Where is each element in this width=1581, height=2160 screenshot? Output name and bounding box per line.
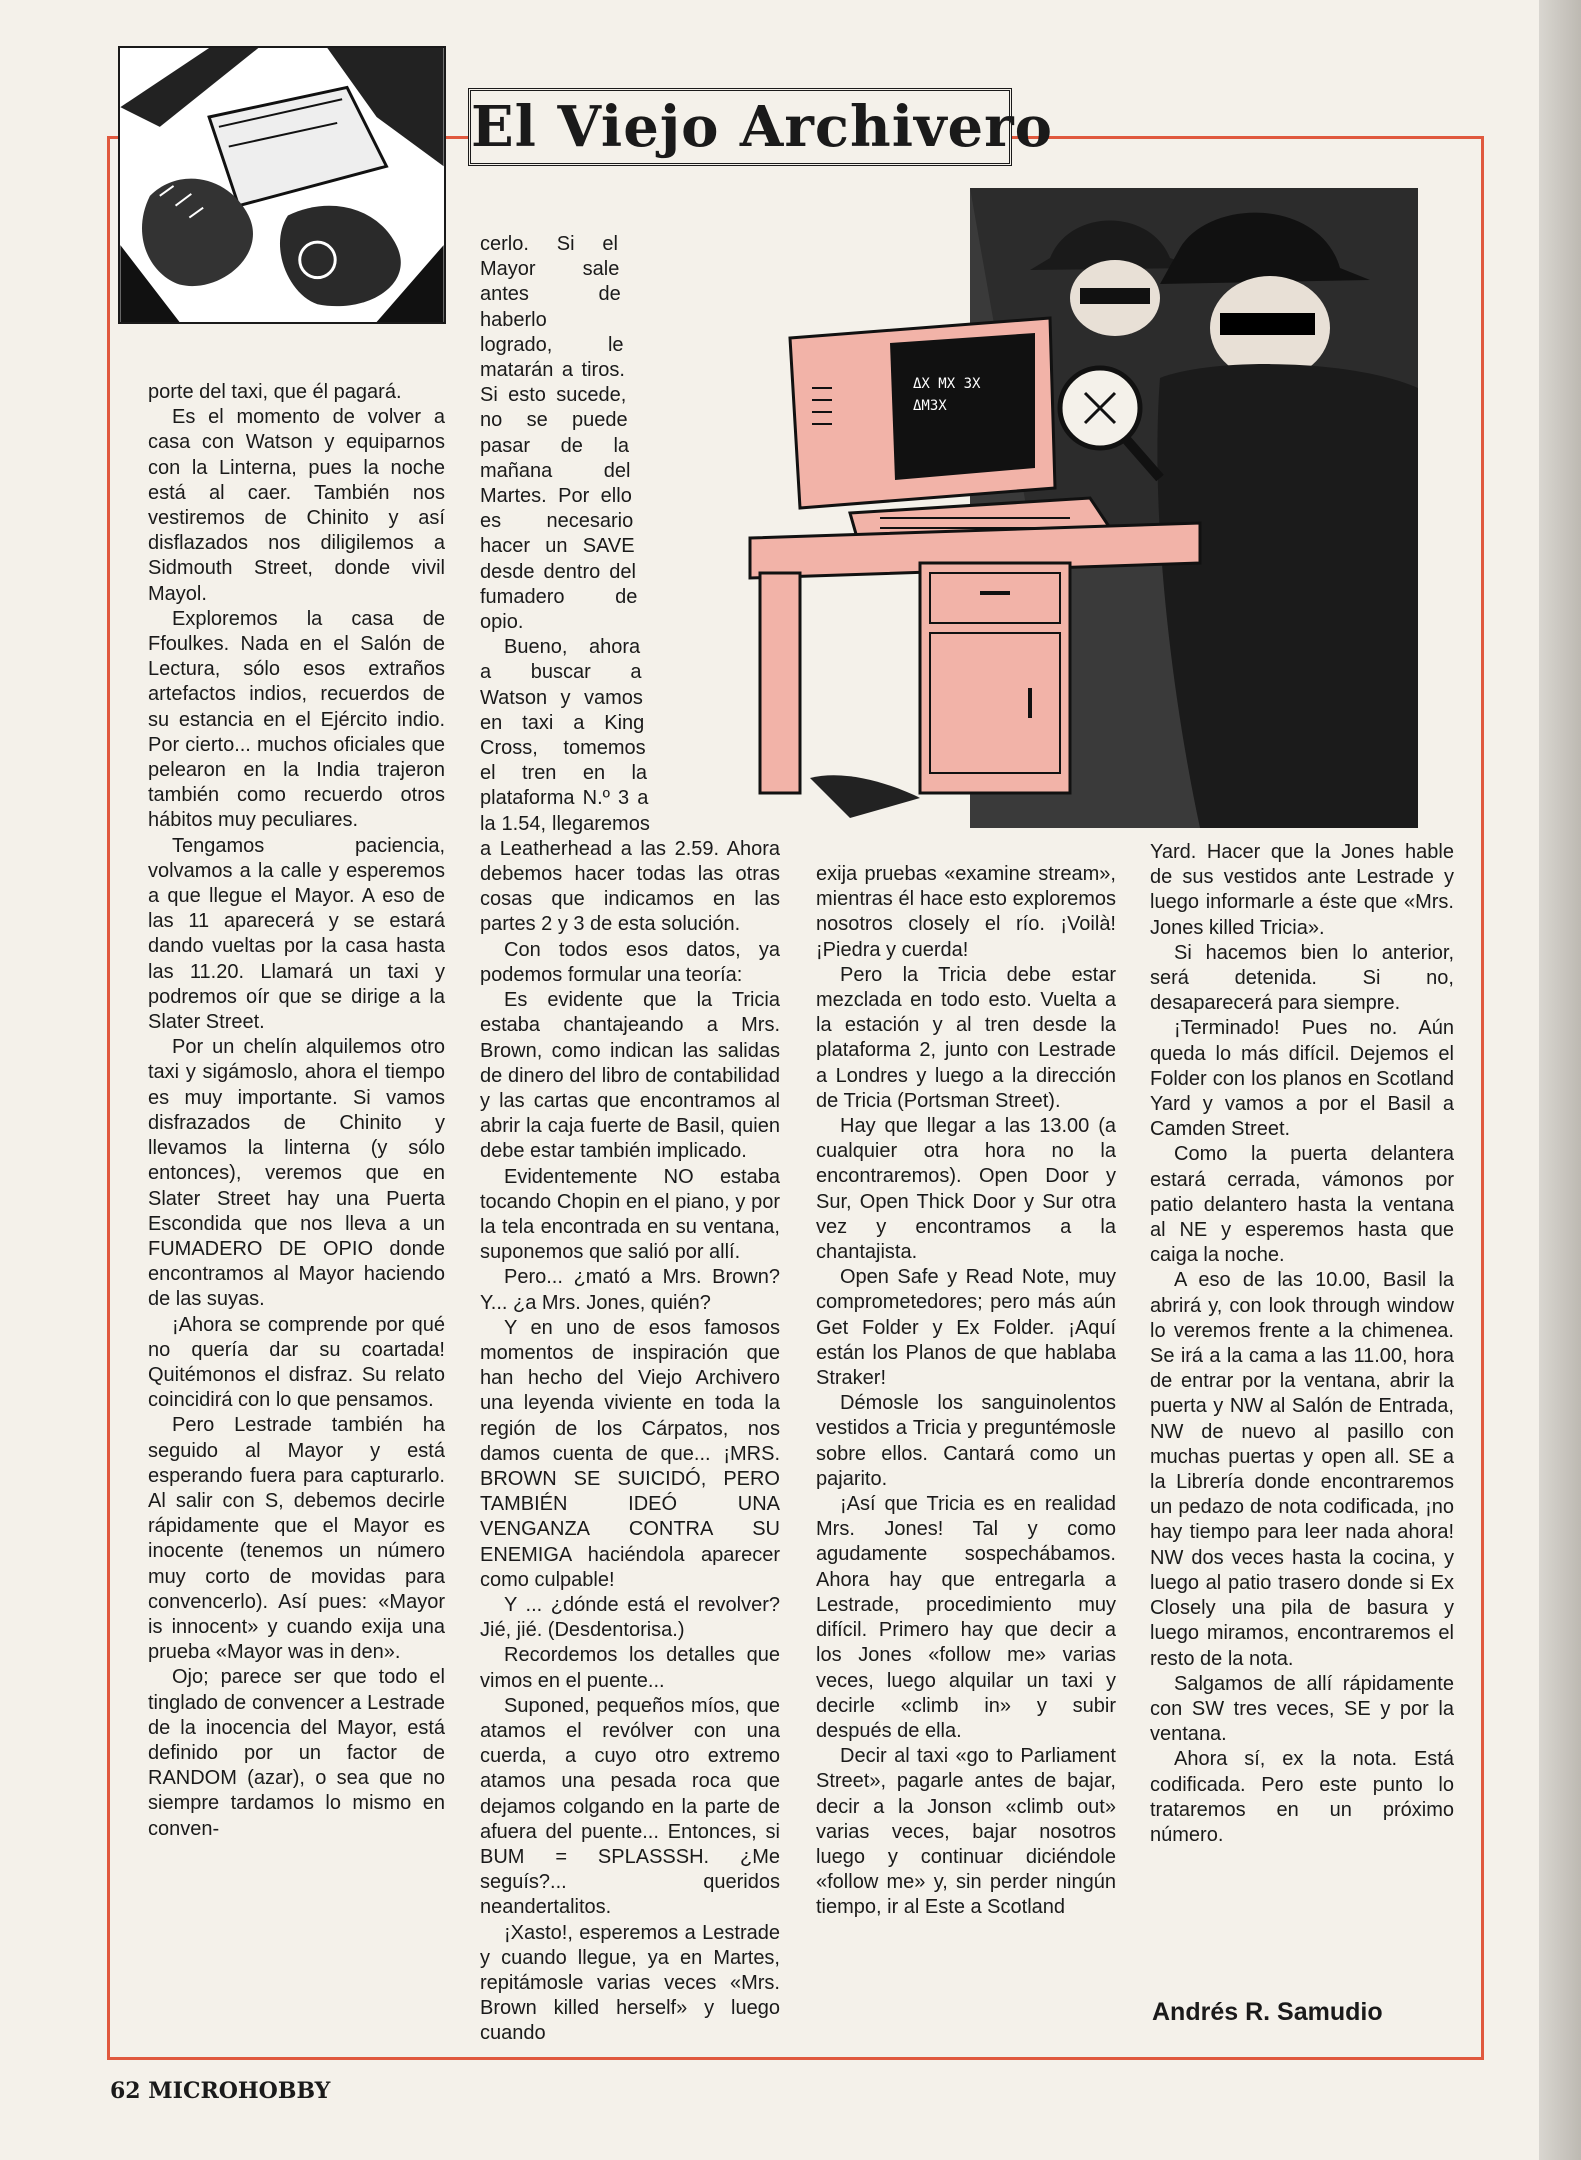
paragraph: Suponed, pequeños míos, que atamos el revólver con una cuerda, a cuyo otro extremo atamos una pesada roca que dejamos colgando en la parte de afuera del puente... Entonces, si BUM = SPLASSSH. ¿Me seguís?... queridos neandertalitos. <box>480 1694 780 1919</box>
paragraph: Tengamos paciencia, volvamos a la calle y esperemos a que llegue el Mayor. A eso de las 11 aparecerá y se estará dando vueltas por la casa hasta las 11.20. Llamará un taxi y podremos oír que se dirige a la Slater Street. <box>148 834 445 1034</box>
paragraph: A eso de las 10.00, Basil la abrirá y, con look through window lo veremos frente a la chimenea. Se irá a la cama a las 11.00, hora de entrar por la ventana, abrir la puerta y NW al Salón de Entrada, NW de nuevo al pasillo con muchas puertas y open all. SE a la Librería donde encontraremos un pedazo de nota codificada, ¡no hay tiempo para leer nada ahora! NW dos veces hasta la cocina, y luego al patio trasero donde si Ex Closely una pila de basura y luego miramos, encontraremos el resto de la nota. <box>1150 1269 1454 1670</box>
paragraph: Salgamos de allí rápidamente con SW tres veces, SE y por la ventana. <box>1150 1672 1454 1746</box>
page-number: 62 <box>110 2078 141 2104</box>
page-footer <box>110 2078 330 2104</box>
paragraph: Si hacemos bien lo anterior, será detenida. Si no, desaparecerá para siempre. <box>1150 941 1454 1015</box>
paragraph: ¡Terminado! Pues no. Aún queda lo más difícil. Dejemos el Folder con los planos en Scotland Yard y vamos a por el Basil a Camden Street. <box>1150 1017 1454 1141</box>
magazine-name: MICROHOBBY <box>148 2078 331 2104</box>
author-signature: Andrés R. Samudio <box>1152 1998 1383 2026</box>
column-3 <box>816 862 1116 1921</box>
paragraph: Con todos esos datos, ya podemos formular una teoría: <box>480 938 780 986</box>
paragraph: Pero Lestrade también ha seguido al Mayor y está esperando fuera para capturarlo. Al salir con S, debemos decirle rápidamente que el Mayor es inocente (tenemos un número muy corto de movidas para convencerlo). Así pues: «Mayor is innocent» y cuando exija una prueba «Mayor was in den». <box>148 1414 445 1664</box>
paragraph: Evidentemente NO estaba tocando Chopin en el piano, y por la tela encontrada en su ventana, suponemos que salió por allí. <box>480 1165 780 1264</box>
page-edge-shadow <box>1539 0 1581 2160</box>
screen-text-2: ΔM3X <box>913 398 947 414</box>
paragraph: Open Safe y Read Note, muy comprometedores; pero más aún Get Folder y Ex Folder. ¡Aquí están los Planos de que hablaba Straker! <box>816 1266 1116 1390</box>
paragraph: Yard. Hacer que la Jones hable de sus vestidos ante Lestrade y luego informarle a éste que «Mrs. Jones killed Tricia». <box>1150 841 1454 939</box>
paragraph: Ahora sí, ex la nota. Está codificada. Pero este punto lo trataremos en un próximo número. <box>1150 1748 1454 1846</box>
spies-computer-icon <box>730 188 1418 828</box>
paragraph: Hay que llegar a las 13.00 (a cualquier otra hora no la encontraremos). Open Door y Sur, Open Thick Door y Sur otra vez y encontramos a la chantajista. <box>816 1115 1116 1264</box>
paragraph: Como la puerta delantera estará cerrada, vámonos por patio delantero hasta la ventana al NE y esperemos hasta que caiga la noche. <box>1150 1143 1454 1267</box>
paragraph: exija pruebas «examine stream», mientras él hace esto exploremos nosotros closely el río. ¡Voilà! ¡Piedra y cuerda! <box>816 863 1116 961</box>
paragraph: porte del taxi, que él pagará. <box>148 381 402 403</box>
paragraph: Pero la Tricia debe estar mezclada en todo esto. Vuelta a la estación y al tren desde la plataforma 2, junto con Lestrade a Londres y luego a la dirección de Tricia (Portsman Street). <box>816 963 1116 1112</box>
paragraph: Démosle los sanguinolentos vestidos a Tricia y preguntémosle sobre ellos. Cantará como un pajarito. <box>816 1392 1116 1490</box>
paragraph: Es el momento de volver a casa con Watson y equiparnos con la Linterna, pues la noche está al caer. También nos vestiremos de Chinito y así disflazados nos diligilemos a Sidmouth Street, donde vivil Mayol. <box>148 406 445 605</box>
paragraph: Pero... ¿mató a Mrs. Brown? Y... ¿a Mrs. Jones, quién? <box>480 1266 780 1314</box>
paragraph: Por un chelín alquilemos otro taxi y sigámoslo, ahora el tiempo es muy importante. Si vamos disfrazados de Chinito y llevamos la linterna (y sólo entonces), veremos que en Slater Street hay una Puerta Escondida que nos lleva a un FUMADERO DE OPIO donde encontramos al Mayor haciendo de las suyas. <box>148 1036 445 1311</box>
column-2 <box>480 232 780 2047</box>
paragraph: ¡Ahora se comprende por qué no quería dar su coartada! Quitémonos el disfraz. Su relato coincidirá con lo que pensamos. <box>148 1313 445 1412</box>
page-title: El Viejo Archivero <box>468 88 1012 166</box>
paragraph: Bueno, ahora a buscar a Watson y vamos en taxi a King Cross, tomemos el tren en la plataforma N.º 3 a la 1.54, llegaremos a Leatherhead a las 2.59. Ahora debemos hacer todas las otras cosas que indicamos en las partes 2 y 3 de esta solución. <box>480 636 780 936</box>
screen-text-1: ΔX MX 3X <box>913 376 981 392</box>
paragraph: ¡Xasto!, esperemos a Lestrade y cuando llegue, ya en Martes, repitámosle varias veces «Mrs. Brown killed herself» y luego cuando <box>480 1921 780 2045</box>
paragraph: Y en uno de esos famosos momentos de inspiración que han hecho del Viejo Archivero una leyenda viviente en toda la región de los Cárpatos, nos damos cuenta de que... ¡MRS. BROWN SE SUICIDÓ, PERO TAMBIÉN IDEÓ UNA VENGANZA CONTRA SU ENEMIGA haciéndola aparecer como culpable! <box>480 1316 780 1591</box>
paragraph: Es evidente que la Tricia estaba chantajeando a Mrs. Brown, como indican las salidas de dinero del libro de contabilidad y las cartas que encontramos al abrir la caja fuerte de Basil, quien debe estar también implicado. <box>480 989 780 1163</box>
paragraph: Ojo; parece ser que todo el tinglado de convencer a Lestrade de la inocencia del Mayor, está definido por un factor de RANDOM (azar), o sea que no siempre tardamos lo mismo en conven- <box>148 1666 445 1840</box>
paragraph: Decir al taxi «go to Parliament Street», pagarle antes de bajar, decir a la Jonson «climb out» varias veces, bajar nosotros luego y continuar diciéndole «follow me» y, sin perder ningún tiempo, ir al Este a Scotland <box>816 1745 1116 1919</box>
paragraph: Y ... ¿dónde está el revolver? Jié, jié. (Desdentorisa.) <box>480 1593 780 1642</box>
column-4 <box>1150 840 1454 1848</box>
paragraph: Exploremos la casa de Ffoulkes. Nada en el Salón de Lectura, sólo esos extraños artefactos indios, recuerdos de su estancia en el Ejército indio. Por cierto... muchos oficiales que pelearon en la India trajeron también como recuerdo otros hábitos muy peculiares. <box>148 607 445 832</box>
paragraph: ¡Así que Tricia es en realidad Mrs. Jones! Tal y como agudamente sospechábamos. Ahora hay que entregarla a Lestrade, procedimiento muy difícil. Primero hay que decir a los Jones «follow me» varias veces, luego alquilar un taxi y decirle «climb in» y subir después de ella. <box>816 1493 1116 1742</box>
paragraph: Recordemos los detalles que vimos en el puente... <box>480 1644 780 1692</box>
paragraph: cerlo. Si el Mayor sale antes de haberlo logrado, le matarán a tiros. Si esto sucede, no se puede pasar de la mañana del Martes. Por ello es necesario hacer un SAVE desde dentro del fumadero de opio. <box>480 233 638 634</box>
ink-hands-box-icon <box>118 46 446 324</box>
column-1 <box>148 380 445 1842</box>
